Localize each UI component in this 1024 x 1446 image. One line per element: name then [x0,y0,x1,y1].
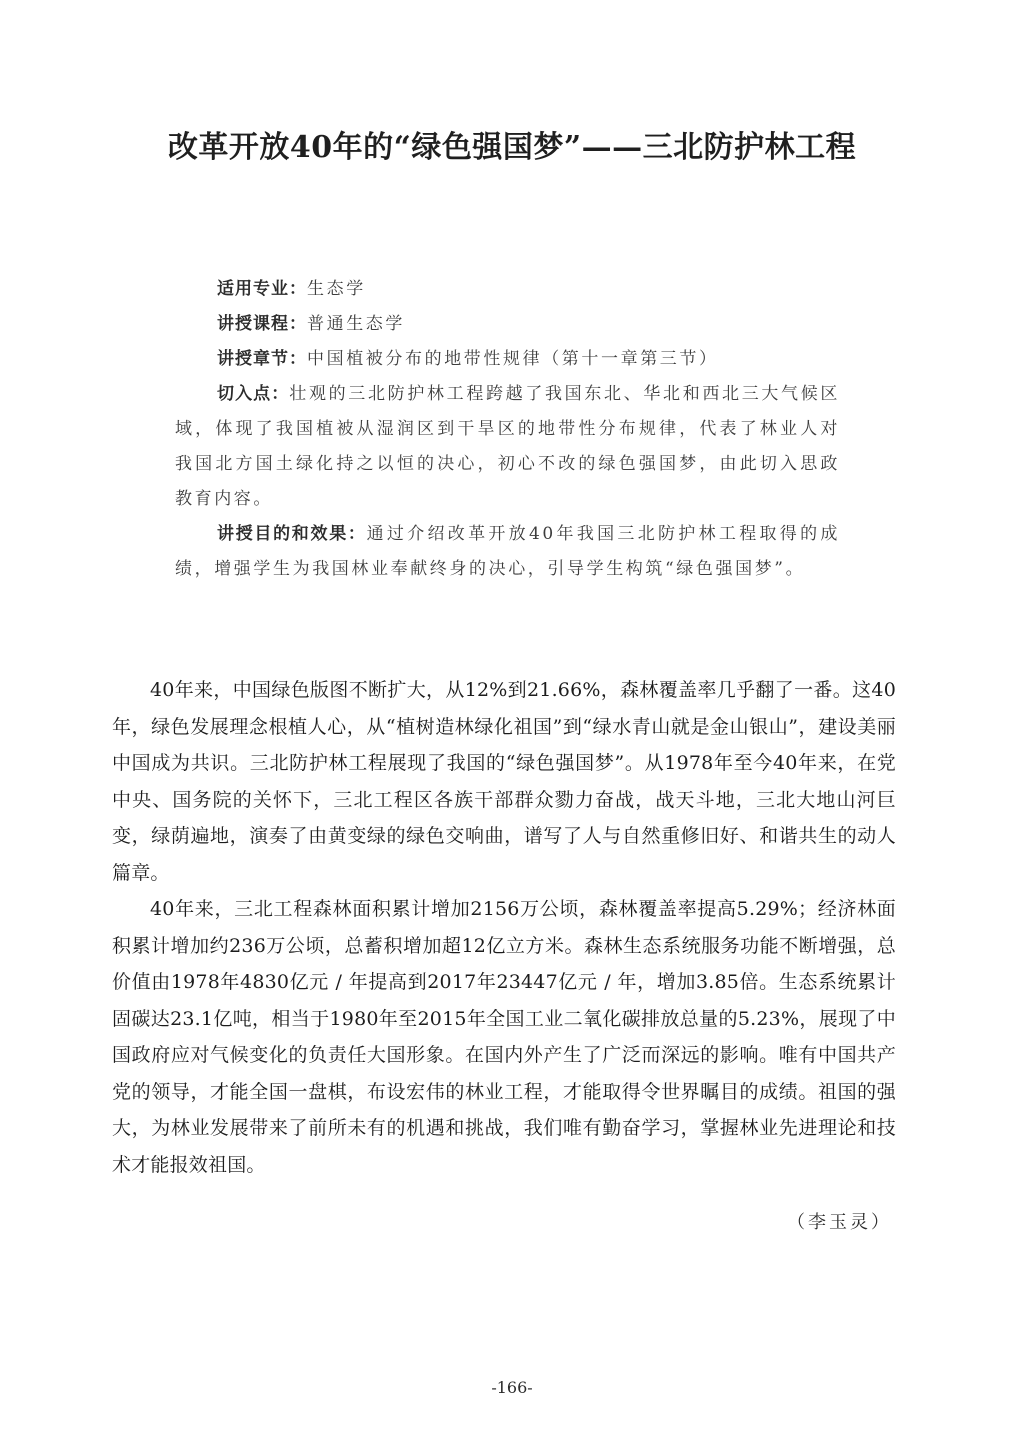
goal-text: 通过介绍改革开放40年我国三北防护林工程取得的成绩，增强学生为我国林业奉献终身的决心，引导学生构筑“绿色强国梦”。 [175,524,841,579]
page-number: -166- [491,1378,533,1397]
body-paragraph: 40年来，中国绿色版图不断扩大，从12%到21.66%，森林覆盖率几乎翻了一番。这40年，绿色发展理念根植人心，从“植树造林绿化祖国”到“绿水青山就是金山银山”，建设美丽中国成为共识。三北防护林工程展现了我国的“绿色强国梦”。从1978年至今40年来，在党中央、国务院的关怀下，三北工程区各族干部群众勠力奋战，战天斗地，三北大地山河巨变，绿荫遍地，演奏了由黄变绿的绿色交响曲，谱写了人与自然重修旧好、和谐共生的动人篇章。 [112,679,896,884]
entry-point-text: 壮观的三北防护林工程跨越了我国东北、华北和西北三大气候区域，体现了我国植被从湿润区到干旱区的地带性分布规律，代表了林业人对我国北方国土绿化持之以恒的决心，初心不改的绿色强国梦，由此切入思政教育内容。 [175,384,841,509]
main-text [112,672,896,1183]
entry-point-label: 切入点： [217,384,290,404]
chapter-value: 中国植被分布的地带性规律（第十一章第三节） [307,349,719,369]
chapter-row [175,342,840,377]
major-row [175,272,840,307]
goal-label: 讲授目的和效果： [217,524,367,544]
entry-point-paragraph [175,377,840,517]
author-signature: （李玉灵） [787,1212,892,1233]
page-title: 改革开放40年的“绿色强国梦”——三北防护林工程 [167,130,857,165]
course-row [175,307,840,342]
major-value: 生态学 [307,279,366,299]
course-info-block [175,272,840,587]
body-paragraph: 40年来，三北工程森林面积累计增加2156万公顷，森林覆盖率提高5.29%；经济林面积累计增加约236万公顷，总蓄积增加超12亿立方米。森林生态系统服务功能不断增强，总价值由1978年4830亿元 / 年提高到2017年23447亿元 / 年，增加3.85倍。生态系统累计固碳达23.1亿吨，相当于1980年至2015年全国工业二氧化碳排放总量的5.23%，展现了中国政府应对气候变化的负责任大国形象。在国内外产生了广泛而深远的影响。唯有中国共产党的领导，才能全国一盘棋，布设宏伟的林业工程，才能取得令世界瞩目的成绩。祖国的强大，为林业发展带来了前所未有的机遇和挑战，我们唯有勤奋学习，掌握林业先进理论和技术才能报效祖国。 [112,898,896,1176]
course-value: 普通生态学 [307,314,405,334]
course-label: 讲授课程： [217,314,307,334]
goal-paragraph [175,517,840,587]
major-label: 适用专业： [217,279,307,299]
chapter-label: 讲授章节： [217,349,307,369]
